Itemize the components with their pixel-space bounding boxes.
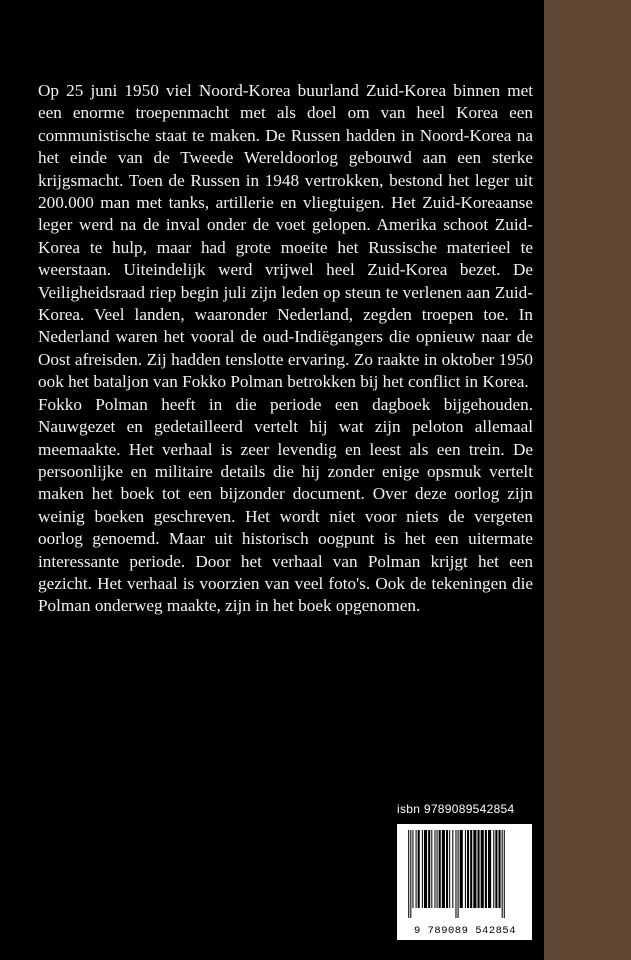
barcode-bar xyxy=(449,830,450,908)
barcode-bar xyxy=(412,830,413,908)
barcode-bar xyxy=(481,830,484,908)
barcode-bar xyxy=(410,830,411,918)
barcode-bar xyxy=(495,830,497,908)
barcode-bar xyxy=(458,830,459,918)
barcode-bar xyxy=(455,830,456,918)
barcode-digits: 9 789089 542854 xyxy=(413,925,516,937)
blurb-text xyxy=(38,80,533,618)
barcode-bar xyxy=(473,830,476,908)
barcode-bar xyxy=(428,830,430,908)
barcode-bar xyxy=(452,830,453,908)
barcode-bar xyxy=(434,830,435,908)
barcode-bar xyxy=(504,830,505,918)
blurb-paragraph-2: Fokko Polman heeft in die periode een dagboek bijgehouden. Nauwgezet en gedetailleerd vertelt hij wat zijn peloton allemaal meemaakte. Het verhaal is zeer levendig en leest als een trein. De persoonlijke en militaire details die hij zonder enige opsmuk vertelt maken het boek tot een bijzonder document. Over deze oorlog zijn weinig boeken geschreven. Het wordt niet voor niets de vergeten oorlog genoemd. Maar uit historisch oogpunt is het een uitermate interessante periode. Door het verhaal van Polman krijgt het een gezicht. Het verhaal is voorzien van veel foto's. Ook de tekeningen die Polman onderweg maakte, zijn in het boek opgenomen. xyxy=(38,394,533,616)
barcode-bar xyxy=(467,830,469,908)
barcode-bar xyxy=(418,830,420,908)
barcode-bar xyxy=(416,830,417,908)
barcode-bar xyxy=(499,830,501,908)
barcode-bar xyxy=(470,830,472,908)
barcode-bar xyxy=(442,830,445,908)
isbn-barcode xyxy=(397,802,532,940)
barcode-bar xyxy=(465,830,466,908)
barcode-box xyxy=(397,824,532,940)
barcode-bar xyxy=(488,830,491,908)
blurb-paragraph-1: Op 25 juni 1950 viel Noord-Korea buurland Zuid-Korea binnen met een enorme troepenmacht met als doel om van heel Korea een communistische staat te maken. De Russen hadden in Noord-Korea na het einde van de Tweede Wereldoorlog gebouwd aan een sterke krijgsmacht. Toen de Russen in 1948 vertrokken, bestond het leger uit 200.000 man met tanks, artillerie en vliegtuigen. Het Zuid-Koreaanse leger werd na de inval onder de voet gelopen. Amerika schoot Zuid-Korea te hulp, maar had grote moeite het Russische materieel te weerstaan. Uiteindelijk werd vrijwel heel Zuid-Korea bezet. De Veiligheidsraad riep begin juli zijn leden op steun te verlenen aan Zuid-Korea. Veel landen, waaronder Nederland, zegden troepen toe. In Nederland waren het vooral de oud-Indiëgangers die opnieuw naar de Oost afreisden. Zij hadden tenslotte ervaring. Zo raakte in oktober 1950 ook het bataljon van Fokko Polman betrokken bij het conflict in Korea. xyxy=(38,81,533,392)
barcode-bar xyxy=(439,830,441,908)
barcode-bars-icon xyxy=(404,830,525,918)
barcode-bar xyxy=(431,830,432,908)
barcode-bar xyxy=(424,830,427,908)
barcode-bar xyxy=(408,830,409,918)
barcode-bar xyxy=(437,830,438,908)
barcode-bar xyxy=(502,830,503,918)
barcode-bar xyxy=(460,830,463,908)
barcode-bar xyxy=(478,830,480,908)
spine-strip xyxy=(544,0,631,960)
barcode-bar xyxy=(422,830,423,908)
barcode-bar xyxy=(446,830,448,908)
barcode-bar xyxy=(485,830,487,908)
isbn-label: isbn 9789089542854 xyxy=(397,802,515,816)
barcode-bar xyxy=(493,830,494,908)
